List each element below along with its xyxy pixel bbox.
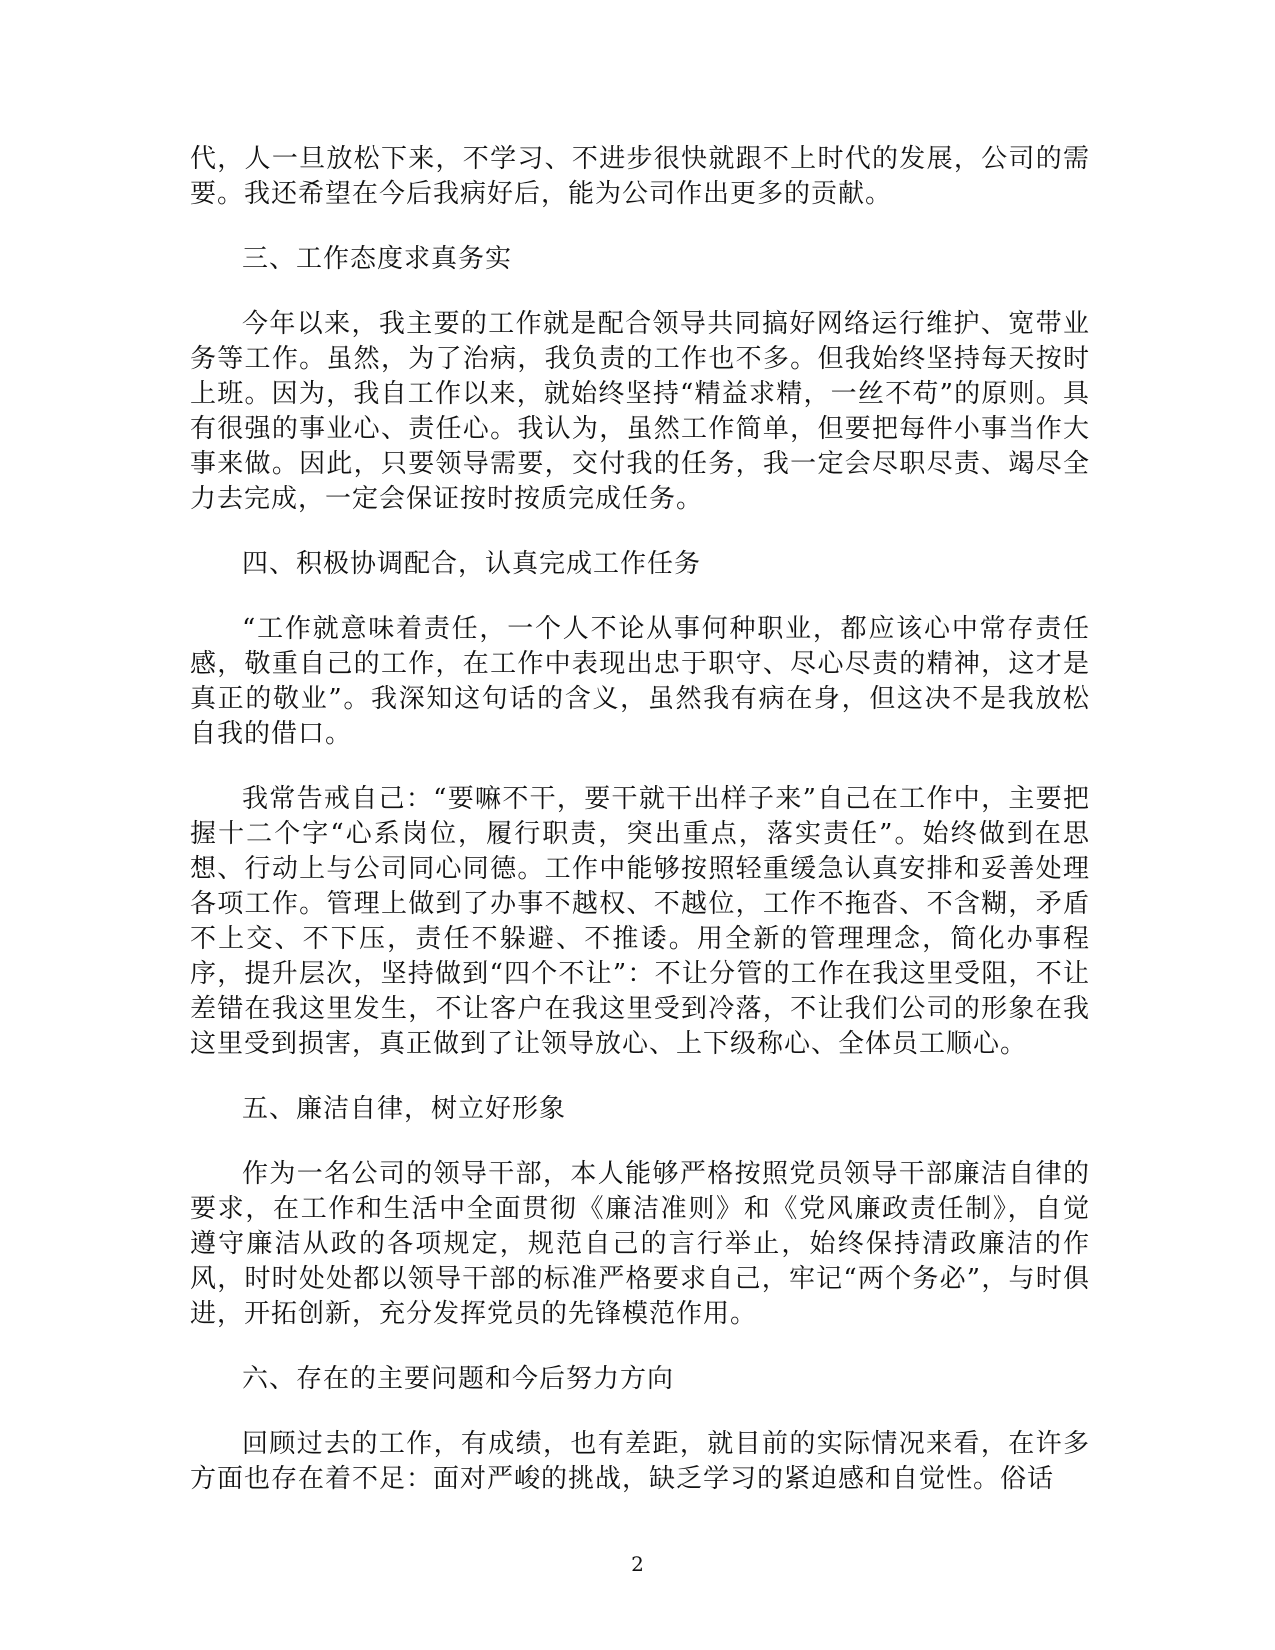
paragraph-integrity: 作为一名公司的领导干部，本人能够严格按照党员领导干部廉洁自律的要求，在工作和生活中全面贯彻《廉洁准则》和《党风廉政责任制》，自觉遵守廉洁从政的各项规定，规范自己的言行举止，始终保持清政廉洁的作风，时时处处都以领导干部的标准严格要求自己，牢记“两个务必”，与时俱进，开拓创新，充分发挥党员的先锋模范作用。 [190,1159,1090,1329]
document-body [190,142,1090,1527]
paragraph-self-discipline: 我常告戒自己：“要嘛不干，要干就干出样子来”自己在工作中，主要把握十二个字“心系岗位，履行职责，突出重点，落实责任”。始终做到在思想、行动上与公司同心同德。工作中能够按照轻重缓急认真安排和妥善处理各项工作。管理上做到了办事不越权、不越位，工作不拖沓、不含糊，矛盾不上交、不下压，责任不躲避、不推诿。用全新的管理理念，简化办事程序，提升层次，坚持做到“四个不让”：不让分管的工作在我这里受阻，不让差错在我这里发生，不让客户在我这里受到冷落，不让我们公司的形象在我这里受到损害，真正做到了让领导放心、上下级称心、全体员工顺心。 [190,784,1090,1059]
paragraph-work-attitude: 今年以来，我主要的工作就是配合领导共同搞好网络运行维护、宽带业务等工作。虽然，为了治病，我负责的工作也不多。但我始终坚持每天按时上班。因为，我自工作以来，就始终坚持“精益求精，一丝不苟”的原则。具有很强的事业心、责任心。我认为，虽然工作简单，但要把每件小事当作大事来做。因此，只要领导需要，交付我的任务，我一定会尽职尽责、竭尽全力去完成，一定会保证按时按质完成任务。 [190,309,1090,514]
paragraph-problems: 回顾过去的工作，有成绩，也有差距，就目前的实际情况来看，在许多方面也存在着不足：面对严峻的挑战，缺乏学习的紧迫感和自觉性。俗话 [190,1429,1090,1494]
section-heading-5: 五、廉洁自律，树立好形象 [242,1094,567,1124]
paragraph-continuation: 代，人一旦放松下来，不学习、不进步很快就跟不上时代的发展，公司的需要。我还希望在今后我病好后，能为公司作出更多的贡献。 [190,144,1090,209]
paragraph-responsibility-quote: “工作就意味着责任，一个人不论从事何种职业，都应该心中常存责任感，敬重自己的工作，在工作中表现出忠于职守、尽心尽责的精神，这才是真正的敬业”。我深知这句话的含义，虽然我有病在身，但这决不是我放松自我的借口。 [190,614,1090,749]
section-heading-4: 四、积极协调配合，认真完成工作任务 [242,549,702,579]
section-heading-6: 六、存在的主要问题和今后努力方向 [242,1364,675,1394]
page-number: 2 [631,1552,644,1576]
section-heading-3: 三、工作态度求真务实 [242,244,513,274]
